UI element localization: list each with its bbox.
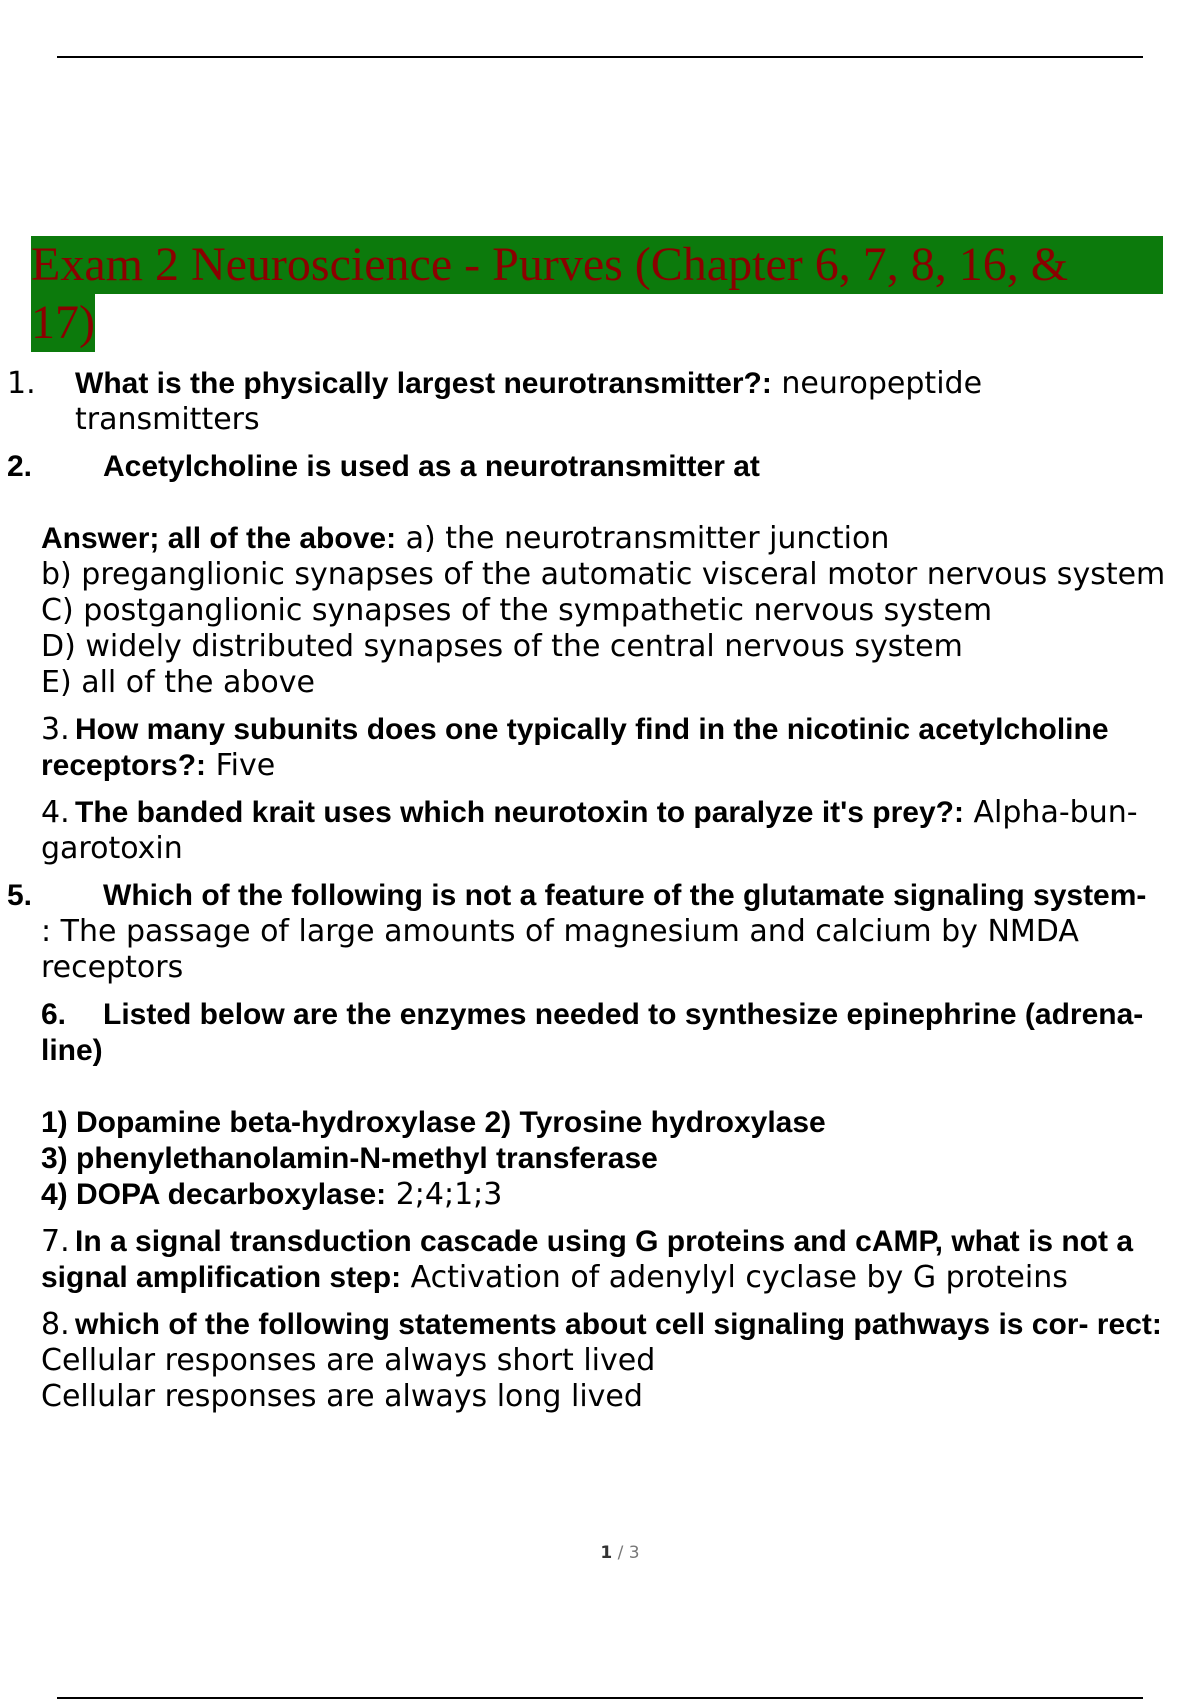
question-text: Listed below are the enzymes needed to synthesize epinephrine (adrena- line)	[41, 998, 1144, 1067]
answer-text-extra: Cellular responses are always long lived	[41, 1379, 643, 1414]
answer-text: neuropeptide transmitters	[75, 366, 983, 437]
question-item-7	[41, 1224, 1166, 1296]
answer-text: Cellular responses are always short lived	[41, 1343, 656, 1378]
question-number: 5.	[7, 879, 33, 912]
question-number: 8.	[41, 1307, 70, 1342]
question-text: In a signal transduction cascade using G proteins and cAMP, what is not a signal amplification step:	[41, 1225, 1133, 1294]
question-text: How many subunits does one typically find in the nicotinic acetylcholine receptors?:	[41, 713, 1109, 782]
question-number: 6.	[41, 998, 67, 1031]
page-total: 3	[628, 1543, 640, 1563]
answer-line: C) postganglionic synapses of the sympathetic nervous system	[41, 593, 993, 628]
page-number	[0, 1543, 1200, 1563]
page-current: 1	[600, 1543, 613, 1563]
document-title	[31, 236, 1163, 352]
question-item-6	[41, 997, 1166, 1213]
question-number: 7.	[41, 1224, 70, 1259]
question-item-1	[7, 366, 1166, 438]
question-number: 3.	[41, 712, 70, 747]
answer-line: b) preganglionic synapses of the automatic visceral motor nervous system	[41, 557, 1166, 592]
question-item-2	[7, 449, 1166, 701]
title-line-2: 17)	[31, 294, 95, 352]
answer-text: Activation of adenylyl cyclase by G proteins	[410, 1260, 1068, 1295]
question-text: Acetylcholine is used as a neurotransmitter at	[103, 450, 760, 483]
page-separator: /	[617, 1543, 624, 1563]
bottom-rule	[57, 1697, 1143, 1699]
answer-line: a) the neurotransmitter junction	[405, 521, 890, 556]
question-number: 2.	[7, 450, 33, 483]
question-text: The banded krait uses which neurotoxin to paralyze it's prey?:	[75, 796, 964, 829]
enzyme-list-line: 4) DOPA decarboxylase:	[41, 1178, 387, 1211]
answer-line: D) widely distributed synapses of the central nervous system	[41, 629, 963, 664]
question-text: What is the physically largest neurotransmitter?:	[75, 367, 772, 400]
question-item-8	[41, 1307, 1166, 1415]
question-item-3	[41, 712, 1166, 784]
answer-text: 2;4;1;3	[395, 1177, 503, 1212]
question-list	[7, 366, 1166, 1426]
answer-text: Five	[215, 748, 276, 783]
answer-label: Answer; all of the above:	[41, 522, 397, 555]
top-rule	[57, 56, 1143, 58]
question-text: which of the following statements about cell signaling pathways is cor- rect:	[75, 1308, 1162, 1341]
answer-text: Alpha-bun- garotoxin	[41, 795, 1138, 866]
question-number: 1.	[7, 366, 36, 401]
enzyme-list-line: 1) Dopamine beta-hydroxylase 2) Tyrosine hydroxylase	[41, 1106, 826, 1139]
title-line-1: Exam 2 Neuroscience - Purves (Chapter 6, 7, 8, 16, &	[31, 236, 1163, 294]
answer-line: E) all of the above	[41, 665, 315, 700]
question-number: 4.	[41, 795, 70, 830]
question-text: Which of the following is not a feature of the glutamate signaling system-	[103, 879, 1147, 912]
question-item-4	[41, 795, 1166, 867]
enzyme-list-line: 3) phenylethanolamin-N-methyl transferase	[41, 1142, 658, 1175]
answer-text: : The passage of large amounts of magnesium and calcium by NMDA receptors	[41, 914, 1079, 985]
question-item-5	[7, 878, 1166, 986]
